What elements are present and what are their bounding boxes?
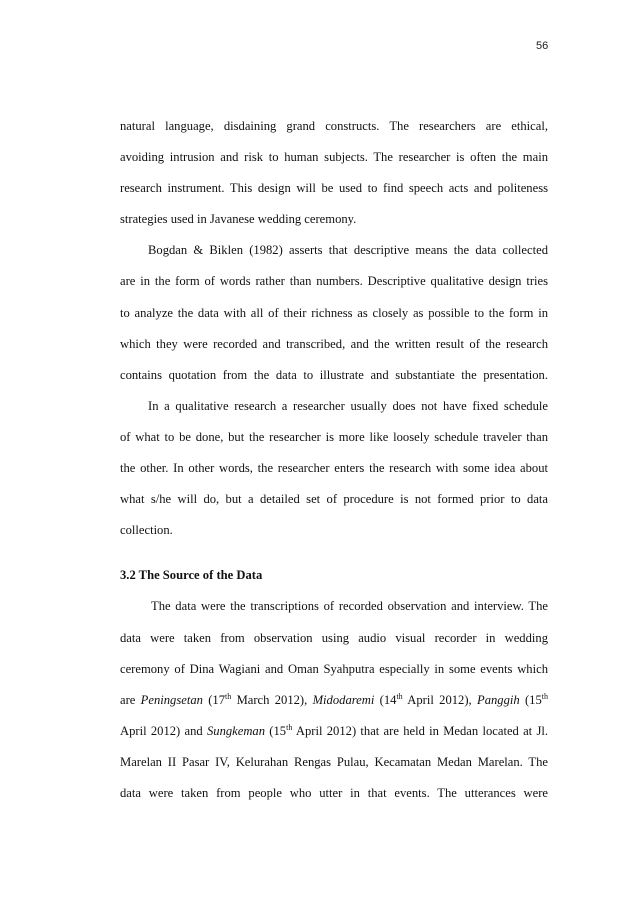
text-line: are in the form of words rather than numbers. Descriptive qualitative design tries — [120, 274, 548, 289]
text-run: April 2012) and — [120, 723, 207, 738]
ordinal-suffix: th — [286, 722, 293, 732]
text-line: In a qualitative research a researcher usually does not have fixed schedule — [148, 398, 548, 413]
text-line: natural language, disdaining grand constructs. The researchers are ethical, — [120, 119, 548, 133]
paragraph-3 — [120, 396, 548, 551]
text-run: March 2012), — [231, 692, 313, 707]
ordinal-suffix: th — [396, 691, 403, 701]
text-run: (15 — [265, 723, 287, 738]
text-run: (14 — [374, 692, 397, 707]
paragraph-2 — [120, 240, 548, 395]
text-line: data were taken from observation using audio visual recorder in wedding — [120, 630, 548, 645]
ordinal-suffix: th — [541, 691, 549, 701]
text-line: Bogdan & Biklen (1982) asserts that descriptive means the data collected — [148, 243, 548, 258]
text-line: research instrument. This design will be used to find speech acts and politeness — [120, 181, 548, 196]
event-name: Midodaremi — [312, 692, 375, 707]
text-run: (15 — [519, 692, 542, 707]
text-line: to analyze the data with all of their richness as closely as possible to the form in — [120, 305, 548, 320]
text-run: (17 — [202, 692, 226, 707]
section-heading: 3.2 The Source of the Data — [120, 568, 263, 583]
text-line-with-dates — [120, 721, 548, 752]
text-line: the other. In other words, the researcher enters the research with some idea about — [120, 461, 548, 476]
text-run: April 2012) that are held in Medan located at Jl. — [292, 723, 549, 738]
text-line: The data were the transcriptions of recorded observation and interview. The — [151, 599, 548, 614]
text-run: April 2012), — [402, 692, 477, 707]
ordinal-suffix: th — [225, 691, 232, 701]
text-run: are — [120, 692, 141, 707]
text-line: of what to be done, but the researcher is more like loosely schedule traveler than — [120, 429, 548, 444]
text-line: strategies used in Javanese wedding ceremony. — [120, 212, 357, 227]
text-line: avoiding intrusion and risk to human subjects. The researcher is often the main — [120, 150, 548, 165]
paragraph-1 — [120, 116, 548, 240]
text-line: data were taken from people who utter in that events. The utterances were — [120, 785, 548, 800]
page-number: 56 — [536, 40, 549, 52]
document-body — [120, 116, 548, 814]
text-line: what s/he will do, but a detailed set of procedure is not formed prior to data — [120, 492, 548, 507]
text-line: collection. — [120, 523, 173, 538]
event-name: Panggih — [477, 692, 520, 707]
text-line: contains quotation from the data to illustrate and substantiate the presentation. — [120, 367, 548, 382]
event-name: Peningsetan — [140, 692, 203, 707]
paragraph-4 — [120, 596, 548, 814]
text-line: which they were recorded and transcribed, and the written result of the research — [120, 336, 548, 351]
event-name: Sungkeman — [206, 723, 266, 738]
text-line: ceremony of Dina Wagiani and Oman Syahputra especially in some events which — [120, 661, 548, 676]
text-line: Marelan II Pasar IV, Kelurahan Rengas Pulau, Kecamatan Medan Marelan. The — [120, 754, 548, 769]
text-line-with-dates — [120, 690, 548, 721]
